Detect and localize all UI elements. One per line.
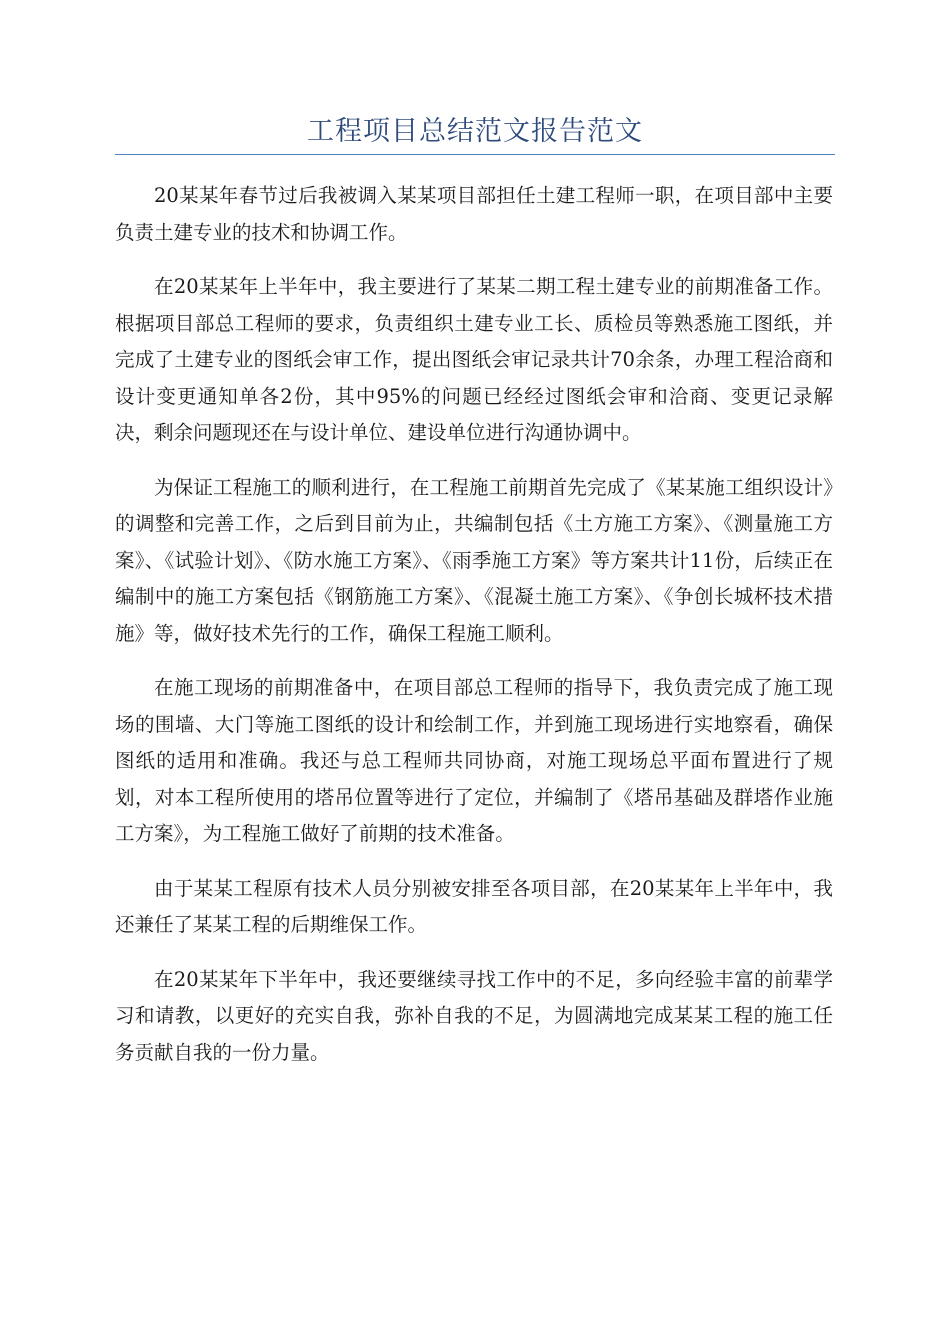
document-title: 工程项目总结范文报告范文 [307,116,643,147]
paragraph: 为保证工程施工的顺利进行，在工程施工前期首先完成了《某某施工组织设计》的调整和完善工作，之后到目前为止，共编制包括《土方施工方案》、《测量施工方案》、《试验计划》、《防水施工方案》、《雨季施工方案》等方案共计11份，后续正在编制中的施工方案包括《钢筋施工方案》、《混凝土施工方案》、《争创长城杯技术措施》等，做好技术先行的工作，确保工程施工顺利。 [115,475,833,645]
paragraph: 在20某某年下半年中，我还要继续寻找工作中的不足，多向经验丰富的前辈学习和请教，以更好的充实自我，弥补自我的不足，为圆满地完成某某工程的施工任务贡献自我的一份力量。 [115,967,833,1064]
paragraph: 在20某某年上半年中，我主要进行了某某二期工程土建专业的前期准备工作。根据项目部总工程师的要求，负责组织土建专业工长、质检员等熟悉施工图纸，并完成了土建专业的图纸会审工作，提出图纸会审记录共计70余条，办理工程洽商和设计变更通知单各2份，其中95%的问题已经经过图纸会审和洽商、变更记录解决，剩余问题现还在与设计单位、建设单位进行沟通协调中。 [115,275,833,444]
paragraph: 由于某某工程原有技术人员分别被安排至各项目部，在20某某年上半年中，我还兼任了某某工程的后期维保工作。 [115,876,833,936]
title-underline [115,154,835,155]
paragraph: 20某某年春节过后我被调入某某项目部担任土建工程师一职，在项目部中主要负责土建专业的技术和协调工作。 [115,184,833,244]
paragraph: 在施工现场的前期准备中，在项目部总工程师的指导下，我负责完成了施工现场的围墙、大门等施工图纸的设计和绘制工作，并到施工现场进行实地察看，确保图纸的适用和准确。我还与总工程师共同协商，对施工现场总平面布置进行了规划，对本工程所使用的塔吊位置等进行了定位，并编制了《塔吊基础及群塔作业施工方案》，为工程施工做好了前期的技术准备。 [115,676,833,845]
document-body [115,178,833,1089]
